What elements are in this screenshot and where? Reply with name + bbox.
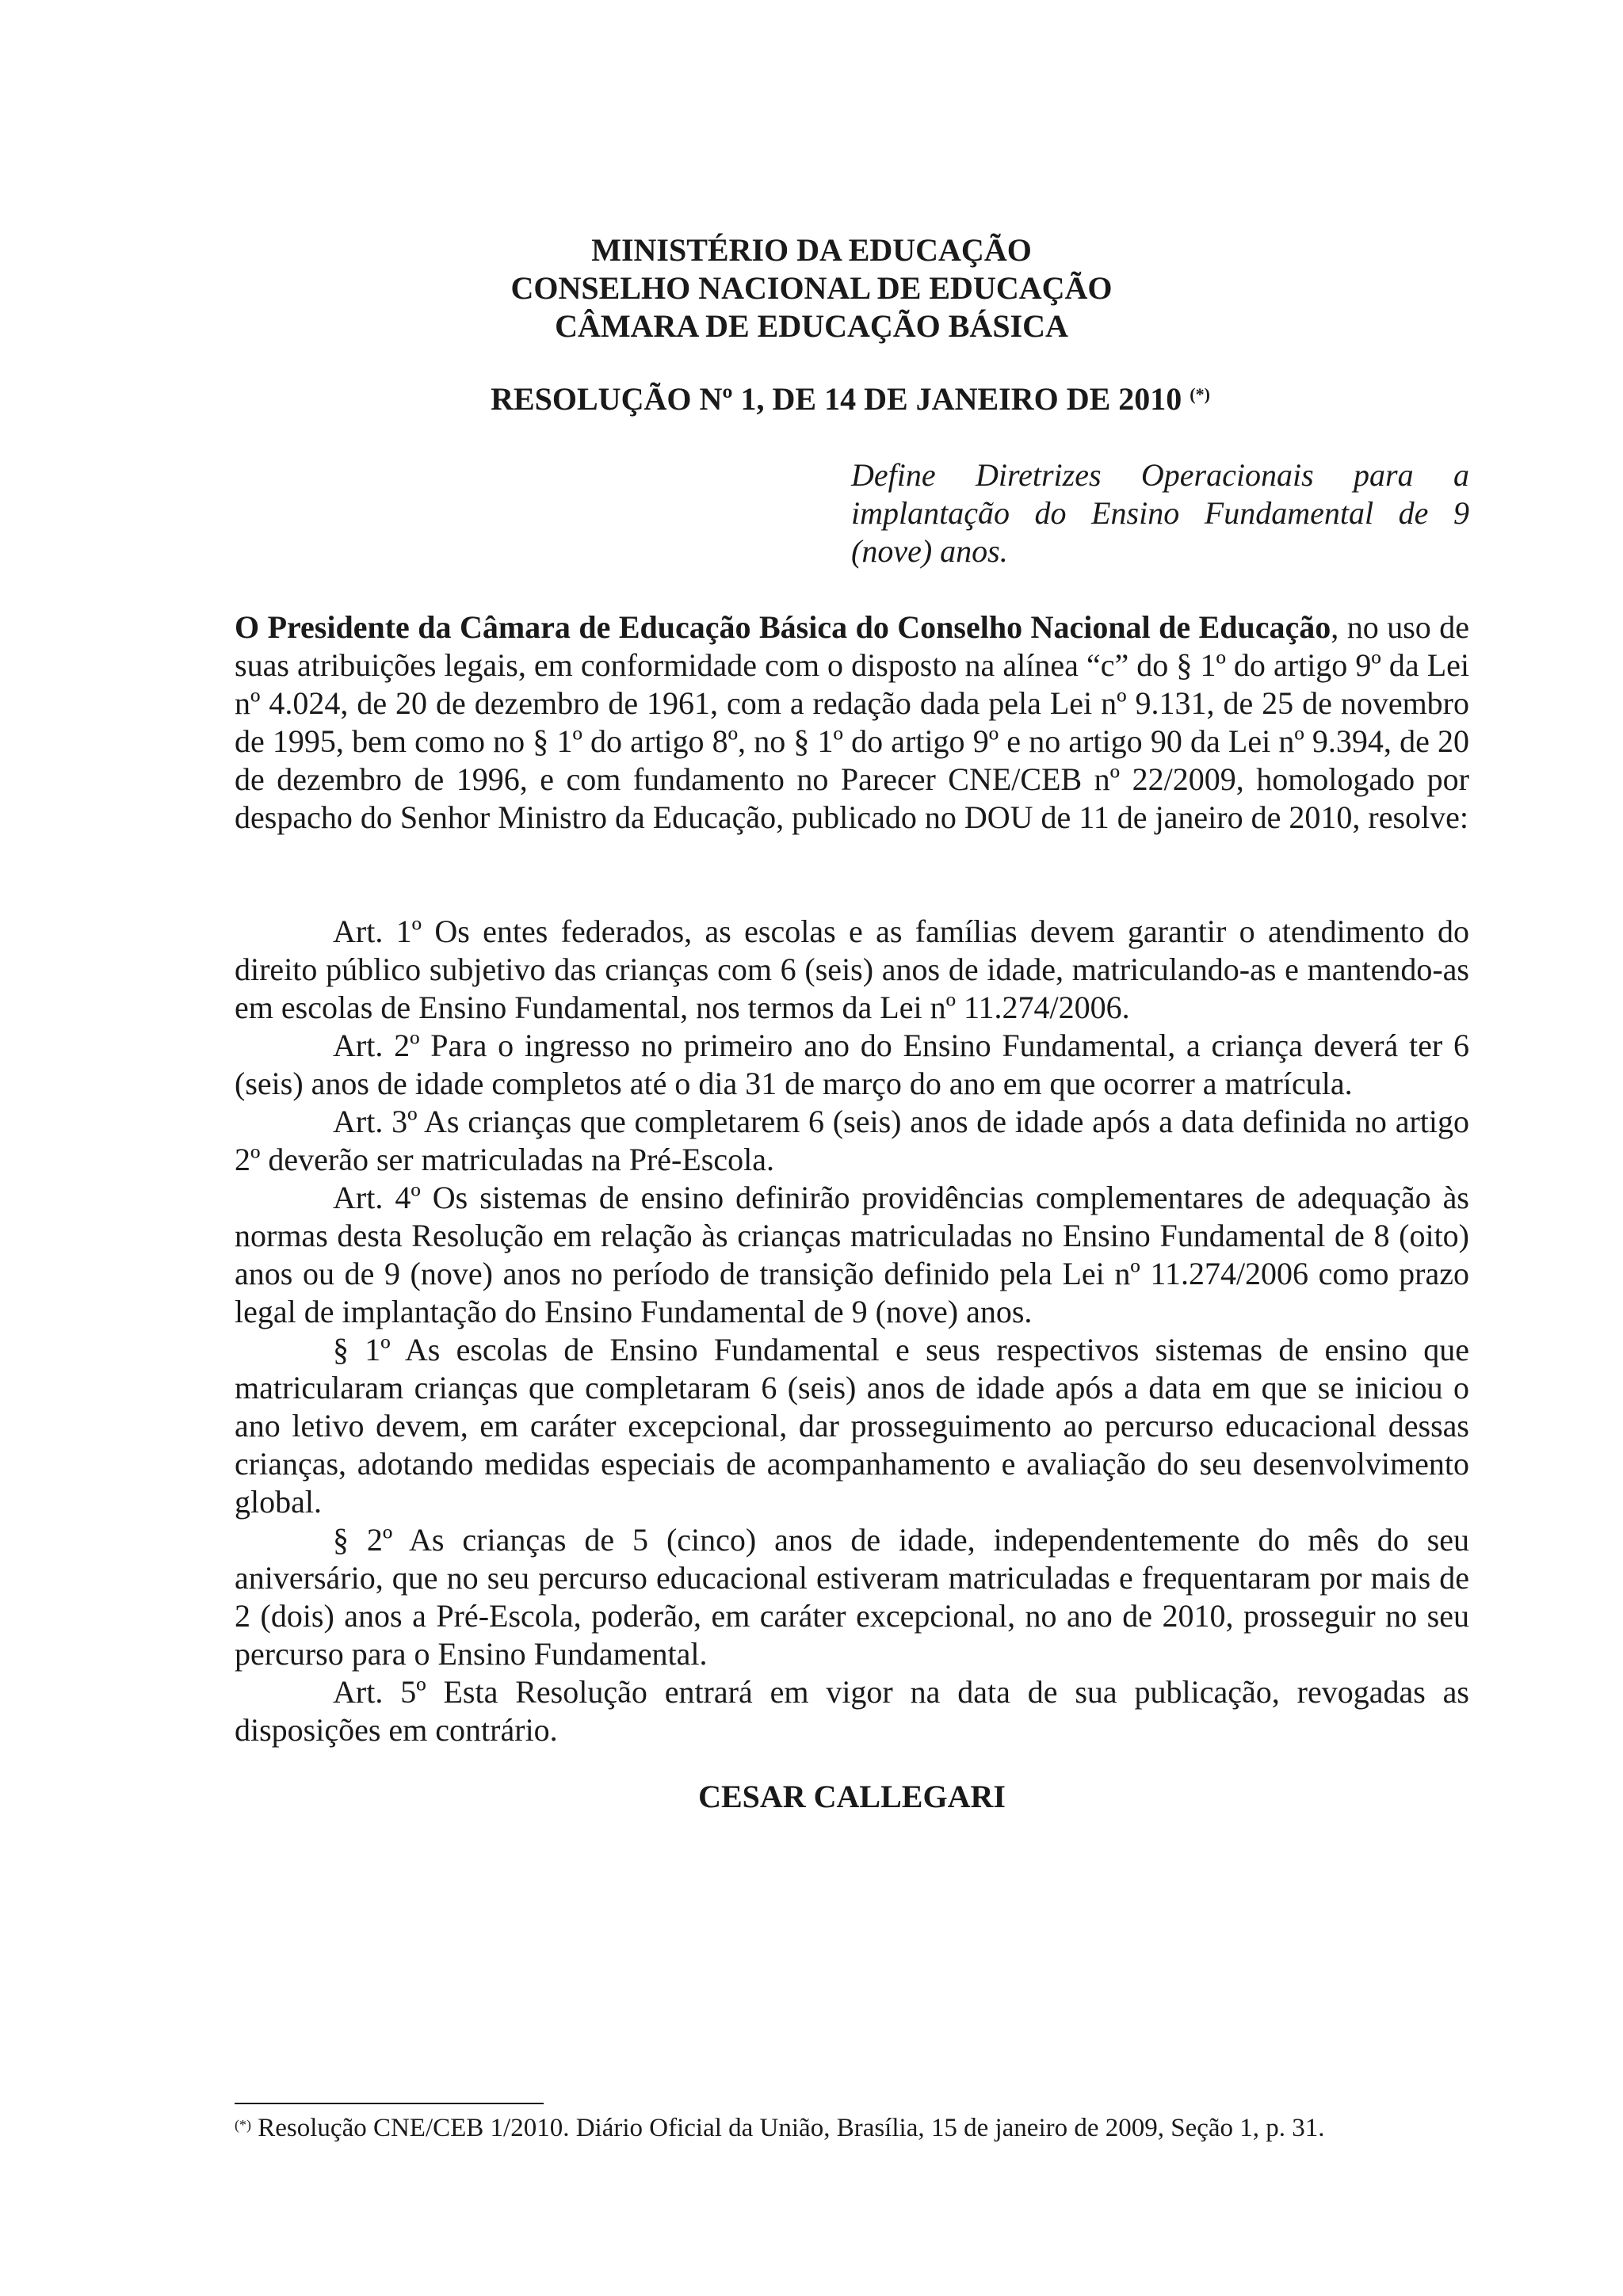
footnote bbox=[235, 2112, 1471, 2144]
article-4: Art. 4º Os sistemas de ensino definirão providências complementares de adequação às normas desta Resolução em relação às crianças matriculadas no Ensino Fundamental de 8 (oito) anos ou de 9 (nove) anos no período de transição definido pela Lei nº 11.274/2006 como prazo legal de implantação do Ensino Fundamental de 9 (nove) anos. bbox=[235, 1180, 1469, 1329]
preamble-lead: O Presidente da Câmara de Educação Básica do Conselho Nacional de Educação bbox=[235, 609, 1331, 645]
article-4-paragraph-2: § 2º As crianças de 5 (cinco) anos de idade, independentemente do mês do seu aniversário, que no seu percurso educacional estiveram matriculadas e frequentaram por mais de 2 (dois) anos a Pré-Escola, poderão, em caráter excepcional, no ano de 2010, prosseguir no seu percurso para o Ensino Fundamental. bbox=[235, 1522, 1469, 1672]
article-3: Art. 3º As crianças que completarem 6 (seis) anos de idade após a data definida no artigo 2º deverão ser matriculadas na Pré-Escola. bbox=[235, 1104, 1469, 1177]
preamble bbox=[235, 608, 1469, 837]
preamble-body: , no uso de suas atribuições legais, em conformidade com o disposto na alínea “c” do § 1º do artigo 9º da Lei nº 4.024, de 20 de dezembro de 1961, com a redação dada pela Lei nº 9.131, de 25 de novembro de 1995, bem como no § 1º do artigo 8º, no § 1º do artigo 9º e no artigo 90 da Lei nº 9.394, de 20 de dezembro de 1996, e com fundamento no Parecer CNE/CEB nº 22/2009, homologado por despacho do Senhor Ministro da Educação, publicado no DOU de 11 de janeiro de 2010, resolve: bbox=[235, 609, 1469, 835]
article-5: Art. 5º Esta Resolução entrará em vigor na data de sua publicação, revogadas as disposições em contrário. bbox=[235, 1674, 1469, 1748]
chamber-name: CÂMARA DE EDUCAÇÃO BÁSICA bbox=[555, 308, 1068, 344]
article-4-paragraph-1: § 1º As escolas de Ensino Fundamental e seus respectivos sistemas de ensino que matricularam crianças que completaram 6 (seis) anos de idade após a data em que se iniciou o ano letivo devem, em caráter excepcional, dar prosseguimento ao percurso educacional dessas crianças, adotando medidas especiais de acompanhamento e avaliação do seu desenvolvimento global. bbox=[235, 1332, 1469, 1520]
footnote-text: Resolução CNE/CEB 1/2010. Diário Oficial da União, Brasília, 15 de janeiro de 2009, Seção 1, p. 31. bbox=[251, 2114, 1325, 2142]
article-2: Art. 2º Para o ingresso no primeiro ano do Ensino Fundamental, a criança deverá ter 6 (seis) anos de idade completos até o dia 31 de março do ano em que ocorrer a matrícula. bbox=[235, 1028, 1469, 1101]
footnote-divider bbox=[235, 2103, 544, 2104]
signature: CESAR CALLEGARI bbox=[698, 1779, 1006, 1814]
ementa: Define Diretrizes Operacionais para a implantação do Ensino Fundamental de 9 (nove) anos. bbox=[851, 457, 1469, 569]
resolution-title-text: RESOLUÇÃO Nº 1, DE 14 DE JANEIRO DE 2010 bbox=[491, 381, 1182, 417]
document-header bbox=[0, 231, 1623, 345]
title-footnote-mark: (*) bbox=[1190, 384, 1210, 404]
articles bbox=[235, 913, 1469, 1749]
ministry-name: MINISTÉRIO DA EDUCAÇÃO bbox=[591, 232, 1032, 268]
council-name: CONSELHO NACIONAL DE EDUCAÇÃO bbox=[510, 270, 1113, 306]
article-1: Art. 1º Os entes federados, as escolas e as famílias devem garantir o atendimento do direito público subjetivo das crianças com 6 (seis) anos de idade, matriculando-as e mantendo-as em escolas de Ensino Fundamental, nos termos da Lei nº 11.274/2006. bbox=[235, 913, 1469, 1025]
resolution-title bbox=[0, 380, 1623, 418]
footnote-mark: (*) bbox=[235, 2117, 251, 2133]
